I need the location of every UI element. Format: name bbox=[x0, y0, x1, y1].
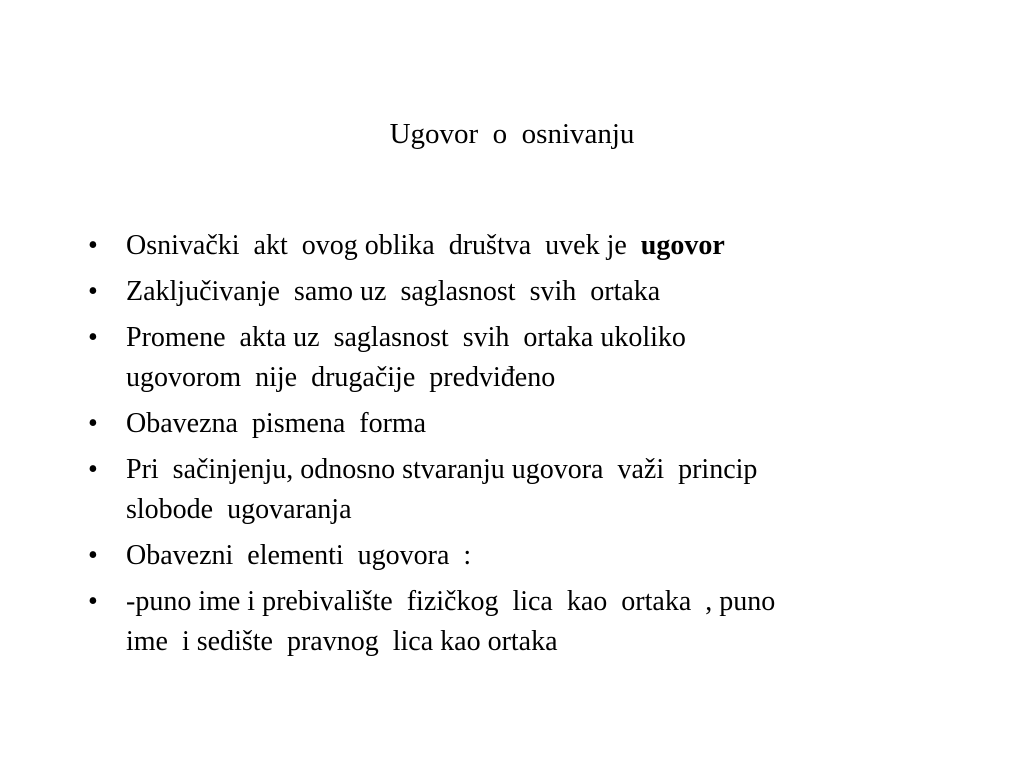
bullet-marker: • bbox=[88, 230, 98, 261]
emphasized-term: ugovor bbox=[640, 230, 725, 261]
bullet-list bbox=[80, 226, 940, 668]
list-item-line: Obavezna pismena forma bbox=[126, 408, 427, 439]
list-item bbox=[80, 226, 940, 266]
list-item-line: ugovorom nije drugačije predviđeno bbox=[126, 362, 556, 393]
bullet-marker: • bbox=[88, 408, 98, 439]
slide-title: Ugovor o osnivanju bbox=[389, 118, 635, 150]
list-item-line-text: Osnivački akt ovog oblika društva uvek je bbox=[126, 230, 641, 261]
list-item-line: Pri sačinjenju, odnosno stvaranju ugovora važi princip bbox=[126, 454, 758, 485]
list-item-text bbox=[126, 272, 940, 312]
list-item bbox=[80, 272, 940, 312]
bullet-marker: • bbox=[88, 454, 98, 485]
list-item-text bbox=[126, 318, 940, 398]
list-item bbox=[80, 450, 940, 530]
list-item-text bbox=[126, 226, 940, 266]
list-item bbox=[80, 536, 940, 576]
bullet-marker: • bbox=[88, 276, 98, 307]
list-item-line: Promene akta uz saglasnost svih ortaka ukoliko bbox=[126, 322, 686, 353]
list-item-text bbox=[126, 404, 940, 444]
list-item bbox=[80, 582, 940, 662]
list-item-text bbox=[126, 582, 940, 662]
list-item-line: Zaključivanje samo uz saglasnost svih ortaka bbox=[126, 276, 661, 307]
list-item bbox=[80, 318, 940, 398]
bullet-marker: • bbox=[88, 586, 98, 617]
list-item-text bbox=[126, 536, 940, 576]
list-item bbox=[80, 404, 940, 444]
list-item-line: Obavezni elementi ugovora : bbox=[126, 540, 472, 571]
list-item-line bbox=[126, 226, 940, 266]
bullet-marker: • bbox=[88, 540, 98, 571]
bullet-marker: • bbox=[88, 322, 98, 353]
list-item-line: -puno ime i prebivalište fizičkog lica kao ortaka , puno bbox=[126, 586, 776, 617]
list-item-line: ime i sedište pravnog lica kao ortaka bbox=[126, 626, 558, 657]
list-item-line: slobode ugovaranja bbox=[126, 494, 352, 525]
list-item-text bbox=[126, 450, 940, 530]
